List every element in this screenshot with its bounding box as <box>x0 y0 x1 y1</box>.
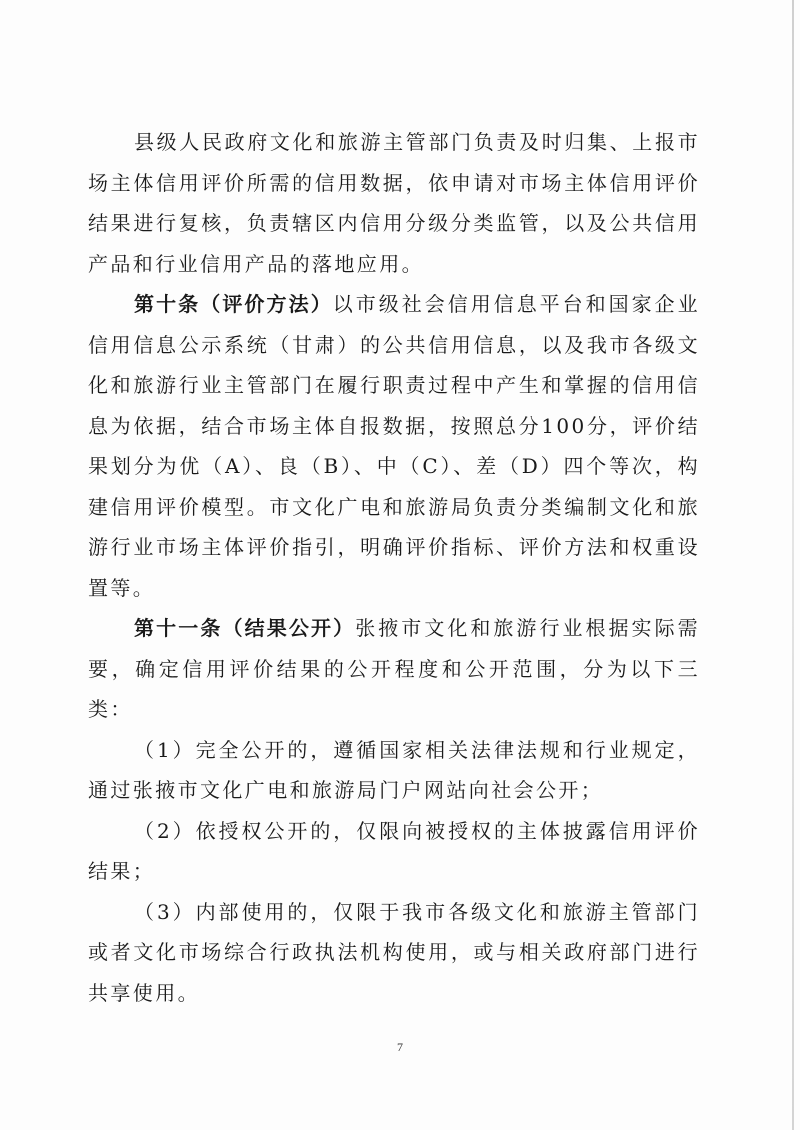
article-11-heading: 第十一条（结果公开） <box>134 616 356 640</box>
paragraph-text: （2）依授权公开的，仅限向被授权的主体披露信用评价结果； <box>88 818 700 883</box>
paragraph-text: 以市级社会信用信息平台和国家企业信用信息公示系统（甘肃）的公共信用信息，以及我市各级文化和旅游行业主管部门在履行职责过程中产生和掌握的信用信息为依据，结合市场主体自报数据，按照总分100分，评价结果划分为优（A）、良（B）、中（C）、差（D）四个等次，构建信用评价模型。市文化广电和旅游局负责分类编制文化和旅游行业市场主体评价指引，明确评价指标、评价方法和权重设置等。 <box>88 292 701 600</box>
paragraph-county-responsibilities <box>88 122 700 284</box>
paragraph-text: （1）完全公开的，遵循国家相关法律法规和行业规定，通过张掖市文化广电和旅游局门户网站向社会公开； <box>88 737 700 802</box>
list-item-internal-use <box>88 892 700 1014</box>
article-10-heading: 第十条（评价方法） <box>134 292 333 316</box>
list-item-authorized-public <box>88 811 700 892</box>
page-number: 7 <box>397 1040 403 1054</box>
paragraph-text: 县级人民政府文化和旅游主管部门负责及时归集、上报市场主体信用评价所需的信用数据，依申请对市场主体信用评价结果进行复核，负责辖区内信用分级分类监管，以及公共信用产品和行业信用产品的落地应用。 <box>88 130 700 276</box>
paragraph-article-11 <box>88 608 700 730</box>
list-item-full-public <box>88 730 700 811</box>
paragraph-text: 张掖市文化和旅游行业根据实际需要，确定信用评价结果的公开程度和公开范围，分为以下三类： <box>88 616 700 721</box>
paragraph-text: （3）内部使用的，仅限于我市各级文化和旅游主管部门或者文化市场综合行政执法机构使用，或与相关政府部门进行共享使用。 <box>88 899 700 1005</box>
document-body <box>88 122 700 1013</box>
paragraph-article-10 <box>88 284 700 608</box>
scan-edge-shadow <box>792 0 794 1130</box>
